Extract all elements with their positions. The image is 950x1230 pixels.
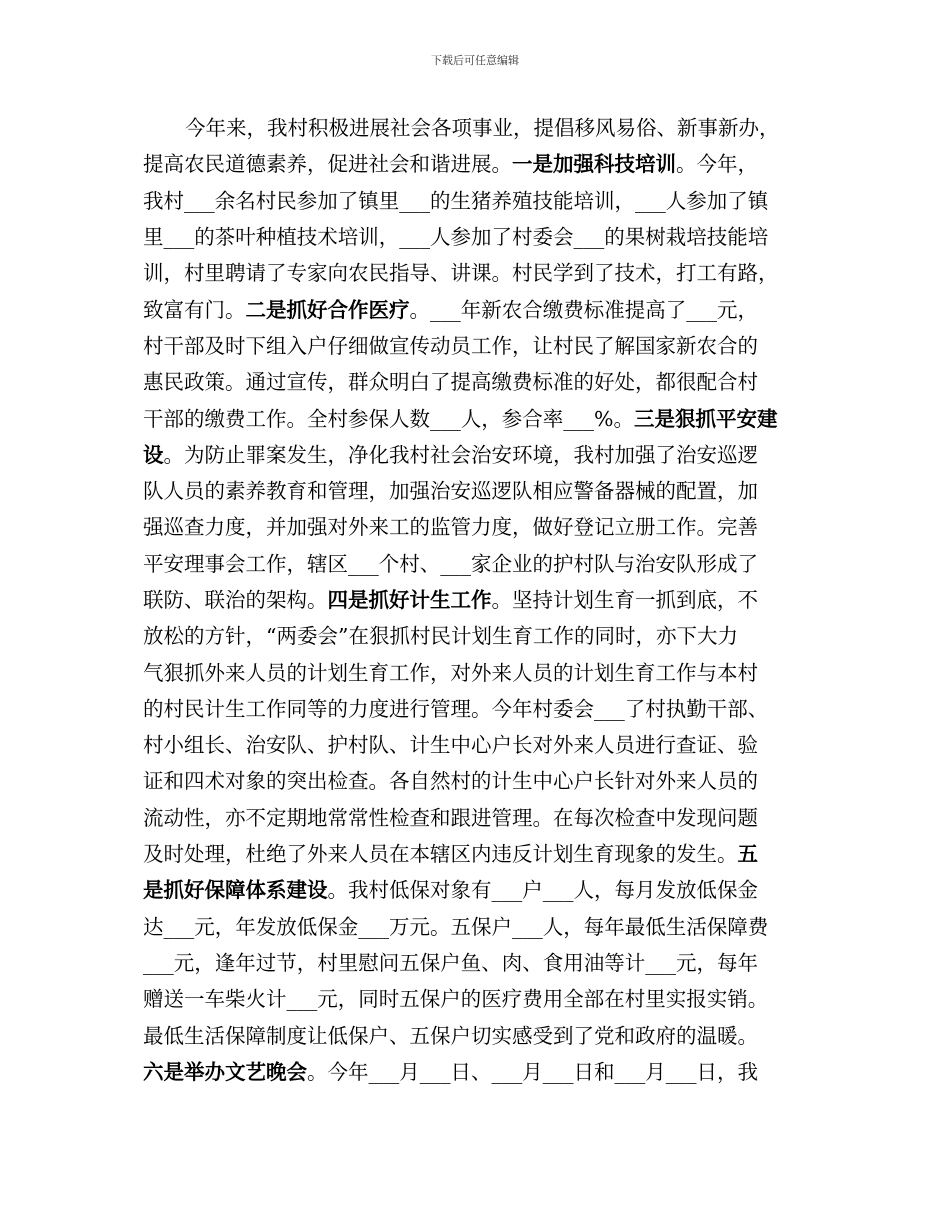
text-run: 平安理事会工作，辖区___个村、___家企业的护村队与治安队形成了 (143, 551, 758, 576)
text-line (143, 761, 811, 797)
text-line (143, 689, 811, 725)
heading-run: 四是抓好计生工作 (327, 588, 492, 612)
heading-run: 是抓好保障体系建设 (143, 878, 328, 903)
text-line (143, 326, 811, 362)
text-run: 村干部及时下组入户仔细做宣传动员工作，让村民了解国家新农合的 (143, 333, 758, 358)
text-line (143, 580, 811, 616)
text-line (143, 979, 811, 1015)
text-line (143, 144, 811, 180)
text-run: 的村民计生工作同等的力度进行管理。今年村委会___了村执勤干部、 (143, 696, 769, 721)
text-run: 里___的茶叶种植技术培训，___人参加了村委会___的果树栽培技能培 (143, 225, 769, 250)
page-header (0, 54, 950, 68)
text-run: 流动性，亦不定期地常常性检查和跟进管理。在每次检查中发现问题 (143, 805, 758, 830)
heading-run: 六是举办文艺晚会 (143, 1059, 307, 1084)
text-run: 联防、联治的架构。 (143, 588, 328, 612)
text-line (143, 253, 811, 289)
text-run: 。为防止罪案发生，净化我村社会治安环境，我村加强了治安巡逻 (163, 442, 758, 467)
text-line (143, 1052, 811, 1088)
text-run: 达___元，年发放低保金___万元。五保户___人，每年最低生活保障费 (143, 914, 769, 939)
heading-run: 五 (737, 842, 758, 867)
text-line (143, 181, 811, 217)
text-line (143, 1015, 811, 1051)
text-run: 队人员的素养教育和管理，加强治安巡逻队相应警备器械的配置，加 (143, 479, 758, 504)
text-run: 。今年， (676, 152, 758, 177)
text-line (143, 217, 811, 253)
heading-run: 三是狠抓平安建 (633, 406, 778, 431)
body-paragraph (143, 108, 811, 1198)
heading-run: 设 (143, 442, 164, 467)
text-run: 致富有门。 (143, 297, 246, 322)
text-line (143, 616, 811, 652)
text-run: 干部的缴费工作。全村参保人数___人，参合率___%。 (143, 406, 634, 431)
text-line (143, 507, 811, 543)
text-run: 我村___余名村民参加了镇里___的生猪养殖技能培训，___人参加了镇 (143, 188, 769, 213)
text-line (143, 362, 811, 398)
text-run: 气狠抓外来人员的计划生育工作，对外来人员的计划生育工作与本村 (143, 660, 758, 685)
text-run: 赠送一车柴火计___元，同时五保户的医疗费用全部在村里实报实销。 (143, 987, 769, 1012)
text-line (143, 435, 811, 471)
text-run: 提高农民道德素养，促进社会和谐进展。 (143, 152, 512, 177)
text-line (143, 398, 811, 434)
text-line (143, 544, 811, 580)
text-run: 。我村低保对象有___户___人，每月发放低保金 (327, 878, 758, 903)
text-line (143, 725, 811, 761)
text-run: 及时处理，杜绝了外来人员在本辖区内违反计划生育现象的发生。 (143, 842, 738, 867)
heading-run: 二是抓好合作医疗 (245, 297, 410, 322)
text-run: 今年来，我村积极进展社会各项事业，提倡移风易俗、新事新办， (185, 116, 780, 141)
text-run: 放松的方针，“两委会”在狠抓村民计划生育工作的同时，亦下大力 (143, 624, 738, 649)
text-run: 惠民政策。通过宣传，群众明白了提高缴费标准的好处，都很配合村 (143, 370, 758, 395)
text-run: 。今年___月___日、___月___日和___月___日，我 (307, 1059, 758, 1084)
text-run: 。坚持计划生育一抓到底，不 (491, 588, 758, 612)
text-run: 强巡查力度，并加强对外来工的监管力度，做好登记立册工作。完善 (143, 515, 758, 540)
header-text: 下载后可任意编辑 (431, 54, 519, 67)
text-line (143, 870, 811, 906)
text-run: 村小组长、治安队、护村队、计生中心户长对外来人员进行查证、验 (143, 733, 758, 758)
text-line (143, 834, 811, 870)
text-line (143, 652, 811, 688)
text-run: 训，村里聘请了专家向农民指导、讲课。村民学到了技术，打工有路， (143, 261, 779, 286)
text-line (143, 907, 811, 943)
text-line (143, 289, 811, 325)
text-run: 最低生活保障制度让低保户、五保户切实感受到了党和政府的温暖。 (143, 1023, 758, 1048)
text-run: 。___年新农合缴费标准提高了___元， (409, 297, 758, 322)
text-line (143, 108, 811, 144)
heading-run: 一是加强科技培训 (512, 152, 676, 177)
text-run: 证和四术对象的突出检查。各自然村的计生中心户长针对外来人员的 (143, 769, 758, 794)
text-line (143, 943, 811, 979)
text-line (143, 471, 811, 507)
text-line (143, 798, 811, 834)
text-run: ___元，逢年过节，村里慰问五保户鱼、肉、食用油等计___元，每年 (143, 950, 758, 975)
